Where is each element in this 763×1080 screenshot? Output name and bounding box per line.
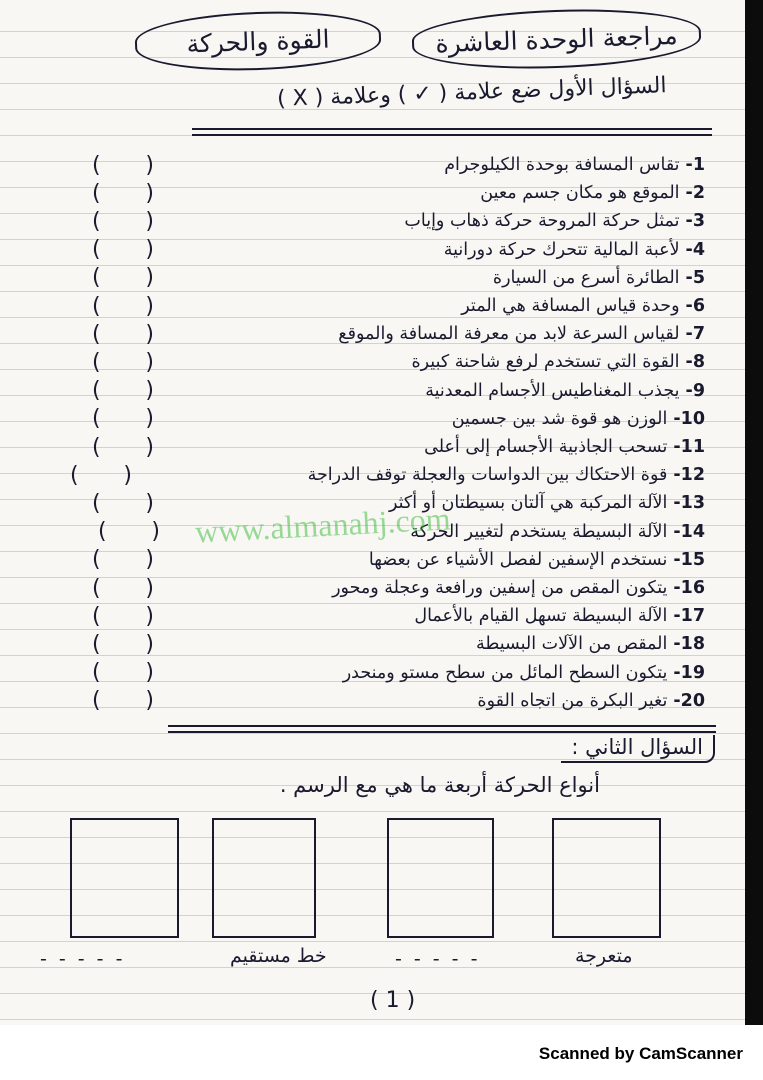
question-statement: الطائرة أسرع من السيارة xyxy=(492,267,680,288)
question-text xyxy=(338,321,705,347)
question-statement: وحدة قياس المسافة هي المتر xyxy=(461,296,680,316)
answer-parentheses[interactable] xyxy=(70,462,132,488)
paren-open: ( xyxy=(70,462,79,488)
answer-parentheses[interactable] xyxy=(98,519,160,545)
watermark: www.almanahj.com xyxy=(194,500,452,550)
paren-close: ) xyxy=(145,237,154,263)
question-number: 18- xyxy=(673,634,705,655)
unit-topic-bubble xyxy=(134,8,382,75)
question-statement: تغير البكرة من اتجاه القوة xyxy=(477,690,668,711)
question-number: 14- xyxy=(673,521,705,542)
answer-parentheses[interactable] xyxy=(92,575,154,601)
question-item xyxy=(60,208,705,234)
question-statement: لأعبة المالية تتحرك حركة دورانية xyxy=(443,239,680,260)
question-text xyxy=(425,378,705,404)
scan-edge xyxy=(745,0,763,1025)
question-number: 7- xyxy=(685,324,705,345)
question-statement: المقص من الآلات البسيطة xyxy=(475,634,668,655)
paren-close: ) xyxy=(145,321,154,347)
question-text xyxy=(476,631,705,657)
paren-close: ) xyxy=(145,434,154,460)
drawing-box-2[interactable] xyxy=(212,818,316,938)
paren-close: ) xyxy=(151,519,160,545)
label-straight-line: خط مستقيم xyxy=(230,945,327,967)
question-statement: الآلة البسيطة تسهل القيام بالأعمال xyxy=(414,606,668,627)
paren-open: ( xyxy=(92,406,101,432)
question-statement: تسحب الجاذبية الأجسام إلى أعلى xyxy=(424,437,668,457)
label-zigzag: متعرجة xyxy=(575,945,633,967)
question-number: 1- xyxy=(685,155,705,175)
question-text xyxy=(414,603,705,629)
paren-close: ) xyxy=(145,406,154,432)
paren-open: ( xyxy=(92,349,101,375)
section-divider-2 xyxy=(168,731,716,733)
question-statement: يتكون السطح المائل من سطح مستو ومنحدر xyxy=(342,662,668,683)
title-underline-2 xyxy=(192,134,712,136)
paren-open: ( xyxy=(92,180,101,206)
question-item xyxy=(60,265,705,291)
drawing-box-4[interactable] xyxy=(552,818,661,938)
title-underline-1 xyxy=(192,128,712,130)
question-number: 15- xyxy=(673,549,705,570)
paren-open: ( xyxy=(92,434,101,460)
answer-parentheses[interactable] xyxy=(92,547,154,573)
question-text xyxy=(444,152,705,178)
blank-label-2: - - - - - xyxy=(395,948,481,970)
answer-parentheses[interactable] xyxy=(92,237,154,263)
paren-close: ) xyxy=(145,208,154,234)
page-number: ( 1 ) xyxy=(370,988,416,1013)
question-item xyxy=(60,631,705,657)
answer-parentheses[interactable] xyxy=(92,660,154,686)
answer-parentheses[interactable] xyxy=(92,208,154,234)
question-number: 20- xyxy=(673,690,705,711)
paren-open: ( xyxy=(92,208,101,234)
paren-open: ( xyxy=(98,519,107,545)
question1-title: السؤال الأول ضع علامة ( ✓ ) وعلامة ( X ) xyxy=(277,73,668,112)
paren-open: ( xyxy=(92,575,101,601)
answer-parentheses[interactable] xyxy=(92,631,154,657)
question2-instruction: أنواع الحركة أربعة ما هي مع الرسم . xyxy=(279,773,600,797)
question-text xyxy=(369,547,705,573)
question-item xyxy=(60,660,705,686)
question-statement: نستخدم الإسفين لفصل الأشياء عن بعضها xyxy=(368,549,668,570)
question2-title: السؤال الثاني : xyxy=(561,735,715,763)
paren-close: ) xyxy=(145,660,154,686)
paren-close: ) xyxy=(145,180,154,206)
question-statement: القوة التي تستخدم لرفع شاحنة كبيرة xyxy=(411,352,680,373)
answer-parentheses[interactable] xyxy=(92,490,154,516)
question-item xyxy=(60,321,705,347)
question-text xyxy=(332,575,705,601)
question-number: 12- xyxy=(673,465,705,486)
question-number: 6- xyxy=(685,296,705,316)
question-statement: الموقع هو مكان جسم معين xyxy=(480,183,680,204)
paren-close: ) xyxy=(145,547,154,573)
paren-open: ( xyxy=(92,547,101,573)
question-text xyxy=(410,519,705,545)
paren-close: ) xyxy=(145,152,154,178)
answer-parentheses[interactable] xyxy=(92,603,154,629)
question-item xyxy=(60,688,705,714)
question-statement: الآلة البسيطة يستخدم لتغيير الحركة xyxy=(410,521,668,542)
question-statement: يتكون المقص من إسفين ورافعة وعجلة ومحور xyxy=(332,578,668,598)
question-text xyxy=(452,406,705,432)
question-number: 16- xyxy=(673,578,705,598)
answer-parentheses[interactable] xyxy=(92,180,154,206)
question-number: 4- xyxy=(685,239,705,260)
question-statement: الآلة المركبة هي آلتان بسيطتان أو أكثر xyxy=(388,493,668,514)
question-item xyxy=(60,406,705,432)
question-text xyxy=(343,660,705,686)
answer-parentheses[interactable] xyxy=(92,293,154,319)
answer-parentheses[interactable] xyxy=(92,406,154,432)
question-text xyxy=(404,208,705,234)
question-text xyxy=(424,434,705,460)
question-item xyxy=(60,462,705,488)
section-divider-1 xyxy=(168,725,716,727)
question-number: 11- xyxy=(673,437,705,457)
question-text xyxy=(411,349,705,375)
question-text xyxy=(444,237,705,263)
question-item xyxy=(60,293,705,319)
question-statement: تمثل حركة المروحة حركة ذهاب وإياب xyxy=(404,211,680,232)
answer-parentheses[interactable] xyxy=(92,152,154,178)
paren-open: ( xyxy=(92,265,101,291)
answer-parentheses[interactable] xyxy=(92,434,154,460)
question-text xyxy=(477,688,705,714)
question-statement: تقاس المسافة بوحدة الكيلوجرام xyxy=(444,155,680,175)
paren-close: ) xyxy=(145,603,154,629)
paren-close: ) xyxy=(145,378,154,404)
question-statement: الوزن هو قوة شد بين جسمين xyxy=(451,408,668,429)
question-statement: لقياس السرعة لابد من معرفة المسافة والموقع xyxy=(338,324,680,345)
question-number: 2- xyxy=(685,183,705,204)
question-number: 10- xyxy=(673,408,705,429)
paren-close: ) xyxy=(145,575,154,601)
question-item xyxy=(60,547,705,573)
blank-label-1: - - - - - xyxy=(40,948,126,970)
paren-close: ) xyxy=(123,462,132,488)
paren-open: ( xyxy=(92,378,101,404)
drawing-box-1[interactable] xyxy=(70,818,179,938)
question-number: 17- xyxy=(673,606,705,627)
question-item xyxy=(60,180,705,206)
question-number: 19- xyxy=(673,662,705,683)
question-statement: قوة الاحتكاك بين الدواسات والعجلة توقف الدراجة xyxy=(307,465,668,486)
answer-parentheses[interactable] xyxy=(92,321,154,347)
paren-open: ( xyxy=(92,321,101,347)
question-text xyxy=(308,462,705,488)
question-item xyxy=(60,378,705,404)
question-item xyxy=(60,349,705,375)
question-text xyxy=(461,293,705,319)
paren-close: ) xyxy=(145,490,154,516)
question-number: 8- xyxy=(685,352,705,373)
unit-topic-title: القوة والحركة xyxy=(186,24,330,58)
question-item xyxy=(60,152,705,178)
paren-open: ( xyxy=(92,490,101,516)
paren-close: ) xyxy=(145,688,154,714)
question-item xyxy=(60,237,705,263)
drawing-box-3[interactable] xyxy=(387,818,494,938)
paren-open: ( xyxy=(92,660,101,686)
paren-open: ( xyxy=(92,603,101,629)
paren-close: ) xyxy=(145,265,154,291)
answer-parentheses[interactable] xyxy=(92,349,154,375)
paren-open: ( xyxy=(92,631,101,657)
question-item xyxy=(60,575,705,601)
question-item xyxy=(60,434,705,460)
question-number: 13- xyxy=(673,493,705,514)
paren-open: ( xyxy=(92,237,101,263)
paren-open: ( xyxy=(92,293,101,319)
paren-open: ( xyxy=(92,688,101,714)
question-number: 5- xyxy=(685,267,705,288)
paren-close: ) xyxy=(145,293,154,319)
answer-parentheses[interactable] xyxy=(92,378,154,404)
unit-review-bubble xyxy=(411,5,702,73)
paren-close: ) xyxy=(145,631,154,657)
question-text xyxy=(493,265,705,291)
unit-review-title: مراجعة الوحدة العاشرة xyxy=(434,20,679,58)
answer-parentheses[interactable] xyxy=(92,265,154,291)
question-text xyxy=(480,180,705,206)
question-statement: يجذب المغناطيس الأجسام المعدنية xyxy=(425,380,680,401)
paren-open: ( xyxy=(92,152,101,178)
camscanner-footer: Scanned by CamScanner xyxy=(538,1044,743,1063)
paren-close: ) xyxy=(145,349,154,375)
answer-parentheses[interactable] xyxy=(92,688,154,714)
question-item xyxy=(60,603,705,629)
question-number: 3- xyxy=(685,211,705,232)
question-number: 9- xyxy=(685,380,705,401)
